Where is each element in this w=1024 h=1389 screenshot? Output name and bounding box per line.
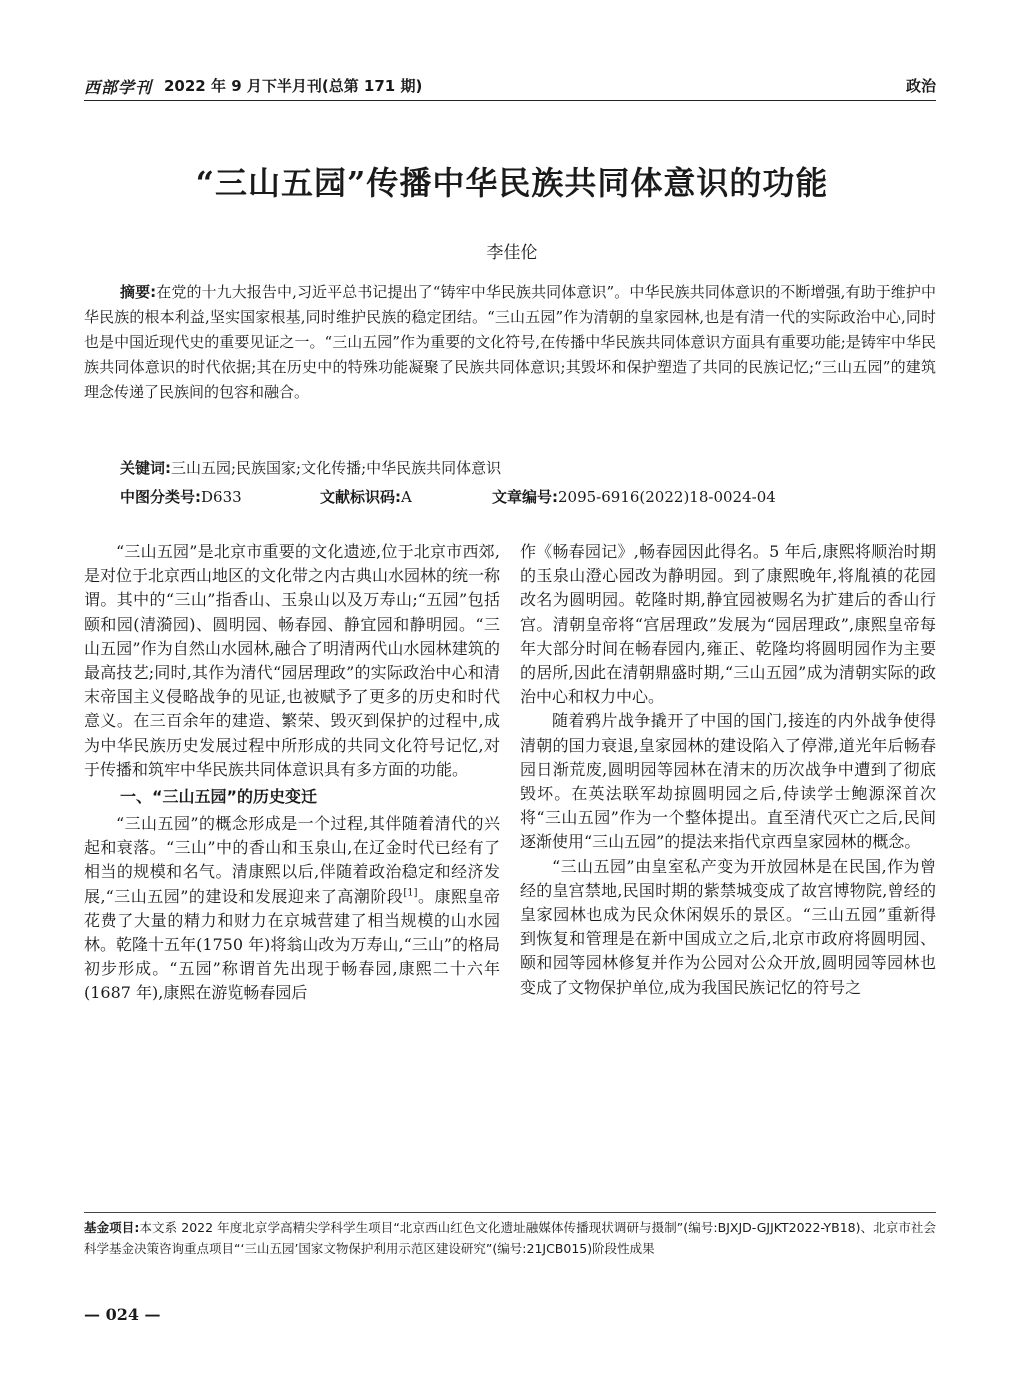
author-name: 李佳伦 (486, 243, 538, 263)
clc-value: D633 (201, 488, 242, 506)
clc-label: 中图分类号: (120, 488, 201, 506)
body-column-right (520, 540, 936, 1000)
funding-footnote (84, 1212, 936, 1259)
paragraph (84, 812, 500, 1006)
section-heading: 一、“三山五园”的历史变迁 (120, 787, 318, 807)
paragraph: “三山五园”是北京市重要的文化遗迹,位于北京市西郊,是对位于北京西山地区的文化带之内古典山水园林的统一称谓。其中的“三山”指香山、玉泉山以及万寿山;“五园”包括颐和园(清漪园)、圆明园、畅春园、静宜园和静明园。“三山五园”作为自然山水园林,融合了明清两代山水园林建筑的最高技艺;同时,其作为清代“园居理政”的实际政治中心和清末帝国主义侵略战争的见证,也被赋予了更多的历史和时代意义。在三百余年的建造、繁荣、毁灭到保护的过程中,成为中华民族历史发展过程中所形成的共同文化符号记忆,对于传播和筑牢中华民族共同体意识具有多方面的功能。 (84, 542, 501, 779)
abstract (84, 280, 936, 405)
body-column-left (84, 540, 500, 1006)
keywords (120, 457, 501, 478)
funding-text: 本文系 2022 年度北京学高精尖学科学生项目“北京西山红色文化遗址融媒体传播现状调研与摄制”(编号:BJXJD-GJJKT2022-YB18)、北京市社会科学基金决策咨询重点项目“‘三山五园’国家文物保护利用示范区建设研究”(编号:21JCB015)阶段性成果 (84, 1220, 937, 1256)
section-label: 政治 (905, 77, 936, 95)
page-number: — 024 — (84, 1305, 161, 1324)
issue-info: 2022 年 9 月下半月刊(总第 171 期) (164, 77, 423, 95)
keywords-text: 三山五园;民族国家;文化传播;中华民族共同体意识 (171, 459, 502, 477)
paragraph-text: “三山五园”的概念形成是一个过程,其伴随着清代的兴起和衰落。“三山”中的香山和玉泉山,在辽金时代已经有了相当的规模和名气。清康熙以后,伴随着政治稳定和经济发展,“三山五园”的建设和发展迎来了高潮阶段 (84, 814, 500, 906)
abstract-text: 在党的十九大报告中,习近平总书记提出了“铸牢中华民族共同体意识”。中华民族共同体意识的不断增强,有助于维护中华民族的根本利益,坚实国家根基,同时维护民族的稳定团结。“三山五园”作为清朝的皇家园林,也是有清一代的实际政治中心,同时也是中国近现代史的重要见证之一。“三山五园”作为重要的文化符号,在传播中华民族共同体意识方面具有重要功能;是铸牢中华民族共同体意识的时代依据;其在历史中的特殊功能凝聚了民族共同体意识;其毁坏和保护塑造了共同的民族记忆;“三山五园”的建筑理念传递了民族间的包容和融合。 (84, 283, 936, 401)
abstract-label: 摘要: (120, 283, 157, 301)
reference-marker[interactable]: [1] (403, 887, 418, 899)
keywords-label: 关键词: (120, 459, 171, 477)
article-number-value: 2095-6916(2022)18-0024-04 (558, 488, 776, 506)
article-title: “三山五园”传播中华民族共同体意识的功能 (195, 164, 829, 202)
paragraph: “三山五园”由皇室私产变为开放园林是在民国,作为曾经的皇宫禁地,民国时期的紫禁城变成了故宫博物院,曾经的皇家园林也成为民众休闲娱乐的景区。“三山五园”重新得到恢复和管理是在新中国成立之后,北京市政府将圆明园、颐和园等园林修复并作为公园对公众开放,圆明园等园林也变成了文物保护单位,成为我国民族记忆的符号之 (520, 856, 936, 997)
paragraph-text: 。康熙皇帝花费了大量的精力和财力在京城营建了相当规模的山水园林。乾隆十五年(1750 年)将翁山改为万寿山,“三山”的格局初步形成。“五园”称谓首先出现于畅春园,康熙二十六年(1687 年),康熙在游览畅春园后 (84, 886, 500, 1003)
paragraph: 随着鸦片战争撬开了中国的国门,接连的内外战争使得清朝的国力衰退,皇家园林的建设陷入了停滞,道光年后畅春园日渐荒废,圆明园等园林在清末的历次战争中遭到了彻底毁坏。在英法联军劫掠圆明园之后,侍读学士鲍源深首次将“三山五园”作为一个整体提出。直至清代灭亡之后,民间逐渐使用“三山五园”的提法来指代京西皇家园林的概念。 (520, 711, 936, 852)
doc-code-value: A (401, 488, 412, 506)
running-header (84, 72, 936, 101)
paragraph: 作《畅春园记》,畅春园因此得名。5 年后,康熙将顺治时期的玉泉山澄心园改为静明园。到了康熙晚年,将胤禛的花园改名为圆明园。乾隆时期,静宜园被赐名为扩建后的香山行宫。清朝皇帝将“宫居理政”发展为“园居理政”,康熙皇帝每年大部分时间在畅春园内,雍正、乾隆均将圆明园作为主要的居所,因此在清朝鼎盛时期,“三山五园”成为清朝实际的政治中心和权力中心。 (520, 542, 936, 707)
doc-code-label: 文献标识码: (320, 488, 401, 506)
journal-logo: 西部学刊 (84, 78, 153, 97)
classification-row (120, 486, 940, 507)
funding-label: 基金项目: (84, 1220, 140, 1235)
article-number-label: 文章编号: (492, 488, 558, 506)
